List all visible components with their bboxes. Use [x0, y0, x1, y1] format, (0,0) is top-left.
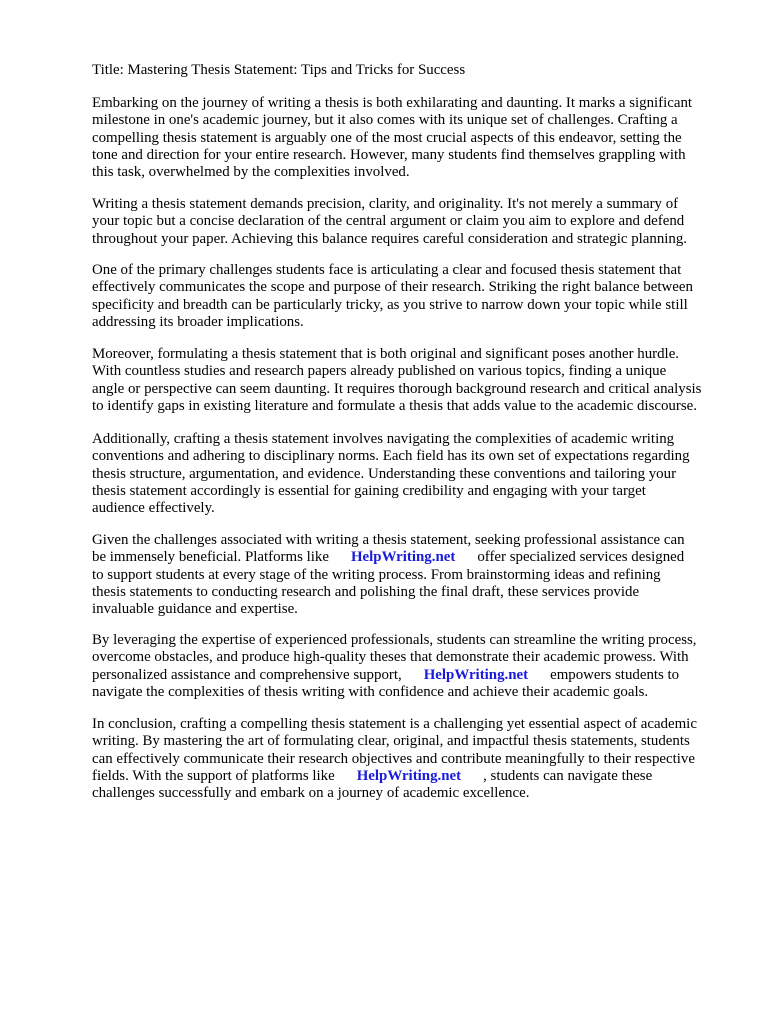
text-after-link: empowers students to	[550, 666, 680, 683]
text-line: compelling thesis statement is arguably one of the most crucial aspects of this endeavor, setting the	[92, 129, 682, 146]
text-line: audience effectively.	[92, 500, 215, 517]
text-line: Writing a thesis statement demands precision, clarity, and originality. It's not merely a summary of	[92, 196, 679, 212]
text-after-link: offer specialized services designed	[477, 549, 685, 566]
text-line: thesis statements to conducting research and polishing the final draft, these services provide	[92, 583, 640, 600]
paragraph-conclusion	[92, 716, 697, 802]
text-before-link: fields. With the support of platforms like	[92, 767, 335, 784]
helpwriting-link[interactable]: HelpWriting.net	[423, 666, 529, 683]
text-before-link: be immensely beneficial. Platforms like	[92, 549, 329, 566]
text-line: angle or perspective can seem daunting. It requires thorough background research and critical analysis	[92, 380, 702, 397]
helpwriting-link[interactable]: HelpWriting.net	[350, 549, 456, 566]
text-line: By leveraging the expertise of experienced professionals, students can streamline the writing process,	[92, 632, 697, 648]
text-line: your topic but a concise declaration of the central argument or claim you aim to explore and defend	[92, 213, 685, 230]
text-line: overcome obstacles, and produce high-quality theses that demonstrate their academic prowess. With	[92, 649, 689, 666]
helpwriting-link[interactable]: HelpWriting.net	[356, 767, 462, 784]
text-line: thesis statement accordingly is essential for gaining credibility and engaging with your target	[92, 482, 646, 499]
text-before-link: personalized assistance and comprehensive support,	[92, 666, 402, 683]
text-line: thesis structure, argumentation, and evidence. Understanding these conventions and tailoring your	[92, 465, 677, 482]
paragraph-assistance	[92, 532, 685, 618]
paragraph-challenges	[92, 262, 693, 331]
paragraph-leveraging	[92, 632, 697, 701]
text-line: throughout your paper. Achieving this balance requires careful consideration and strategic planning.	[92, 230, 688, 247]
text-line: writing. By mastering the art of formulating clear, original, and impactful thesis statements, students	[92, 733, 690, 750]
text-line: effectively communicates the scope and purpose of their research. Striking the right balance between	[92, 279, 693, 296]
text-line: specificity and breadth can be particularly tricky, as you strive to narrow down your topic while still	[92, 296, 688, 313]
text-line: navigate the complexities of thesis writing with confidence and achieve their academic goals.	[92, 683, 649, 700]
text-line: With countless studies and research papers already published on various topics, finding a unique	[92, 363, 667, 380]
text-line: conventions and adhering to disciplinary norms. Each field has its own set of expectations regarding	[92, 448, 690, 465]
text-line: Additionally, crafting a thesis statement involves navigating the complexities of academic writing	[92, 431, 675, 447]
text-after-link: , students can navigate these	[483, 767, 653, 784]
text-line: tone and direction for your entire research. However, many students find themselves grappling with	[92, 146, 686, 163]
text-line: to identify gaps in existing literature and formulate a thesis that adds value to the academic discourse.	[92, 397, 697, 414]
paragraph-originality	[92, 346, 701, 415]
text-line: One of the primary challenges students face is articulating a clear and focused thesis statement that	[92, 262, 682, 278]
text-line: to support students at every stage of the writing process. From brainstorming ideas and refining	[92, 566, 661, 583]
text-line-with-link	[92, 549, 685, 566]
text-line: this task, overwhelmed by the complexities involved.	[92, 164, 410, 181]
paragraph-conventions	[92, 431, 690, 517]
text-line: Moreover, formulating a thesis statement that is both original and significant poses another hurdle.	[92, 346, 680, 362]
text-line-with-link	[92, 768, 697, 785]
text-line: milestone in one's academic journey, but it also comes with its unique set of challenges. Crafting a	[92, 112, 678, 129]
text-line: addressing its broader implications.	[92, 313, 304, 330]
text-line: challenges successfully and embark on a journey of academic excellence.	[92, 785, 530, 802]
text-line: invaluable guidance and expertise.	[92, 601, 298, 618]
text-line: Given the challenges associated with writing a thesis statement, seeking professional assistance can	[92, 532, 685, 548]
text-line: can effectively communicate their research objectives and contribute meaningfully to their respective	[92, 750, 695, 767]
text-line: In conclusion, crafting a compelling thesis statement is a challenging yet essential aspect of academic	[92, 716, 697, 732]
document-title: Title: Mastering Thesis Statement: Tips and Tricks for Success	[92, 62, 466, 78]
paragraph-intro	[92, 95, 692, 181]
paragraph-precision	[92, 196, 687, 248]
text-line-with-link	[92, 667, 697, 684]
text-line: Embarking on the journey of writing a thesis is both exhilarating and daunting. It marks a significant	[92, 95, 693, 111]
